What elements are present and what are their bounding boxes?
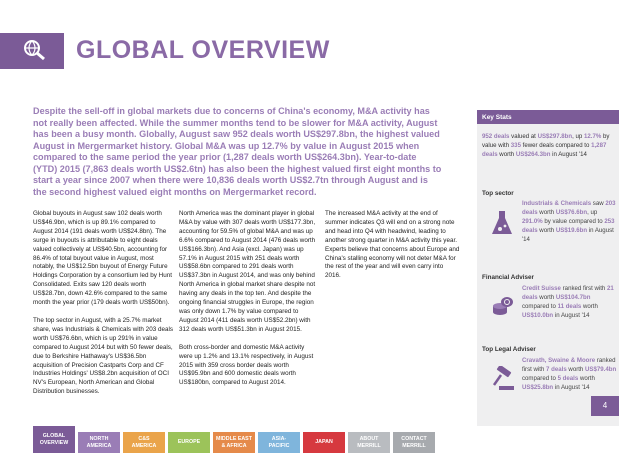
nav-tab-label: GLOBAL OVERVIEW [39,433,69,446]
stat-highlight: 5 deals [557,375,579,382]
stat-highlight: US$297.8bn [537,133,573,140]
stat-text: worth [497,151,516,158]
nav-tab-middle-east-africa[interactable] [213,432,255,453]
nav-tab-label: CONTACT MERRILL [401,436,427,449]
stat-highlight: Cravath, Swaine & Moore [522,357,596,364]
page-number: 4 [591,396,619,416]
page-title: GLOBAL OVERVIEW [76,36,330,64]
stat-highlight: 7 deals [546,366,567,373]
legal-adviser-text [522,356,617,392]
stat-text: worth [581,303,598,310]
stat-highlight: US$264.3bn [515,151,551,158]
header-bar [0,33,64,69]
globe-magnifier-icon [22,39,48,61]
stat-text: in August '14 [553,312,590,319]
stat-highlight: Credit Suisse [522,285,561,292]
stat-highlight: US$25.8bn [522,384,554,391]
key-stats-text [477,124,619,159]
stat-text: compared to [522,375,558,382]
stat-text: by value with [482,133,610,149]
stat-text: , up [587,209,598,216]
nav-tab-label: ABOUT MERRILL [357,436,381,449]
nav-tab-label: JAPAN [315,439,333,446]
lead-paragraph: Despite the sell-off in global markets due to concerns of China's economy, M&A activity has not really been affected. While the summer months tend to be slower for M&A activity, August has been a busy month. Globally, August saw 952 deals worth US$297.8bn, the highest valued August in Mergermarket history. Global M&A was up 12.7% by value in August 2015 when compared to the same period the year prior (1,287 deals worth US$264.3bn). Year-to-date (YTD) 2015 (7,863 deals worth US$2.6tn) has also been the highest valued first eight months to start a year since 2007 when there were 10,836 deals worth US$2.7tn through August and is the second highest valued eight months on Mergermarket record. [33,106,442,197]
stat-highlight: 291.0% [522,218,543,225]
top-sector-title: Top sector [482,190,514,197]
legal-adviser-title: Top Legal Adviser [482,346,536,353]
financial-adviser-text [522,284,617,320]
stat-text: in August '14 [522,227,614,243]
stat-highlight: 11 deals [557,303,582,310]
nav-tab-label: NORTH AMERICA [86,436,112,449]
stat-text: compared to [522,303,558,310]
nav-tab-label: MIDDLE EAST & AFRICA [216,436,252,449]
stat-highlight: 12.7% [584,133,602,140]
stat-text: in August '14 [550,151,587,158]
stat-highlight: 952 deals [482,133,510,140]
nav-tab-north-america[interactable] [78,432,120,453]
stat-text: worth [578,375,595,382]
stat-text: , up [572,133,584,140]
stat-text: ranked first with [560,285,608,292]
body-column-2 [179,210,319,397]
stat-highlight: 335 [510,142,521,149]
nav-tab-label: C&S AMERICA [131,436,157,449]
paragraph: Both cross-border and domestic M&A activity were up 1.2% and 13.1% respectively, in August 2015 with 359 cross border deals worth US$95.9bn and 600 domestic deals worth US$180bn, compared to August 2014. [179,343,314,387]
stat-text: in August '14 [553,384,590,391]
flask-icon [491,210,513,236]
body-column-3 [325,210,460,290]
stat-text: worth [537,294,556,301]
nav-tab-contact-merrill[interactable] [393,432,435,453]
stat-highlight: US$76.6bn [555,209,588,216]
nav-tab-label: ASIA- PACIFIC [268,436,290,449]
nav-tab-cs-america[interactable] [123,432,165,453]
stat-highlight: 21 deals [522,285,614,301]
top-sector-section [477,190,619,243]
stat-text: worth [537,227,556,234]
stat-highlight: 203 deals [522,200,616,216]
stat-highlight: US$10.0bn [522,312,554,319]
nav-tab-about-merrill[interactable] [348,432,390,453]
nav-tab-global-overview[interactable] [33,426,75,453]
paragraph: The increased M&A activity at the end of summer indicates Q3 will end on a strong note and head into Q4 with headwind, leading to another strong quarter in M&A activity this year. Experts believe that concerns about Europe and China's stalling economy will not deter M&A for the rest of the year and will even carry into 2016. [325,210,460,280]
coins-icon [491,294,515,318]
paragraph: The top sector in August, with a 25.7% market share, was Industrials & Chemicals with 203 deals worth US$76.6bn, which is up 291% in value compared to August 2014 but with 50 fewer deals, due to Berkshire Hathaway's US$36.5bn acquisition of Precision Castparts Corp and CF Industries Holdings' US$8.2bn acquisition of OCI NV's European, North American and Global Distribution businesses. [33,316,173,396]
nav-tab-europe[interactable] [168,432,210,453]
stat-highlight: Industrials & Chemicals [522,200,592,207]
stat-highlight: US$104.7bn [555,294,591,301]
stat-highlight: US$19.6bn [555,227,588,234]
stat-text: worth [537,209,556,216]
financial-adviser-title: Financial Adviser [482,274,534,281]
gavel-icon [491,366,515,392]
stat-text: valued at [509,133,538,140]
stat-text: worth [566,366,586,373]
stat-text: by value compared to [542,218,605,225]
stat-text: saw [591,200,606,207]
financial-adviser-section [477,274,619,319]
stat-highlight: US$79.4bn [585,366,617,373]
paragraph: North America was the dominant player in global M&A by value with 307 deals worth US$177.3bn, accounting for 59.5% of global M&A and was up 6.6% compared to August 2014 (476 deals worth US$166.3bn). And Asia (excl. Japan) was up 57.1% in August 2015 with 251 deals worth US$58.6bn compared to 291 deals worth US$37.3bn in August 2014, and was only behind North America in global market share despite not having any deals in the top ten. And despite the ongoing financial struggles in Europe, the region was only down 1.7% by value compared to August 2014 (411 deals worth US$52.2bn) with 312 deals worth US$51.3bn in August 2015. [179,210,316,333]
stat-text: fewer deals compared to [520,142,592,149]
body-column-1 [33,210,174,406]
key-stats-sidebar [477,110,619,426]
key-stats-title: Key Stats [477,110,619,124]
stat-text: ranked first with [522,357,616,373]
nav-tab-label: EUROPE [177,439,201,446]
legal-adviser-section [477,346,619,391]
nav-tab-japan[interactable] [303,432,345,453]
stat-highlight: 253 deals [522,218,615,234]
paragraph: Global buyouts in August saw 102 deals worth US$46.9bn, which is up 89.1% compared to August 2014 (191 deals worth US$24.8bn). The surge in buyouts is attributable to eight deals valued collectively at US$40.5bn, accounting for 86.4% of total buyout value in August, most notably, the US$12.5bn buyout of Energy Future Holdings Corporation by a consortium led by Hunt Consolidated. Exits saw 120 deals worth US$28.7bn, down 42.6% compared to the same month the year prior (179 deals worth US$50bn). [33,210,172,307]
nav-tab-asia-pacific[interactable] [258,432,300,453]
stat-highlight: 1,287 deals [482,142,607,158]
top-sector-text [522,199,617,244]
